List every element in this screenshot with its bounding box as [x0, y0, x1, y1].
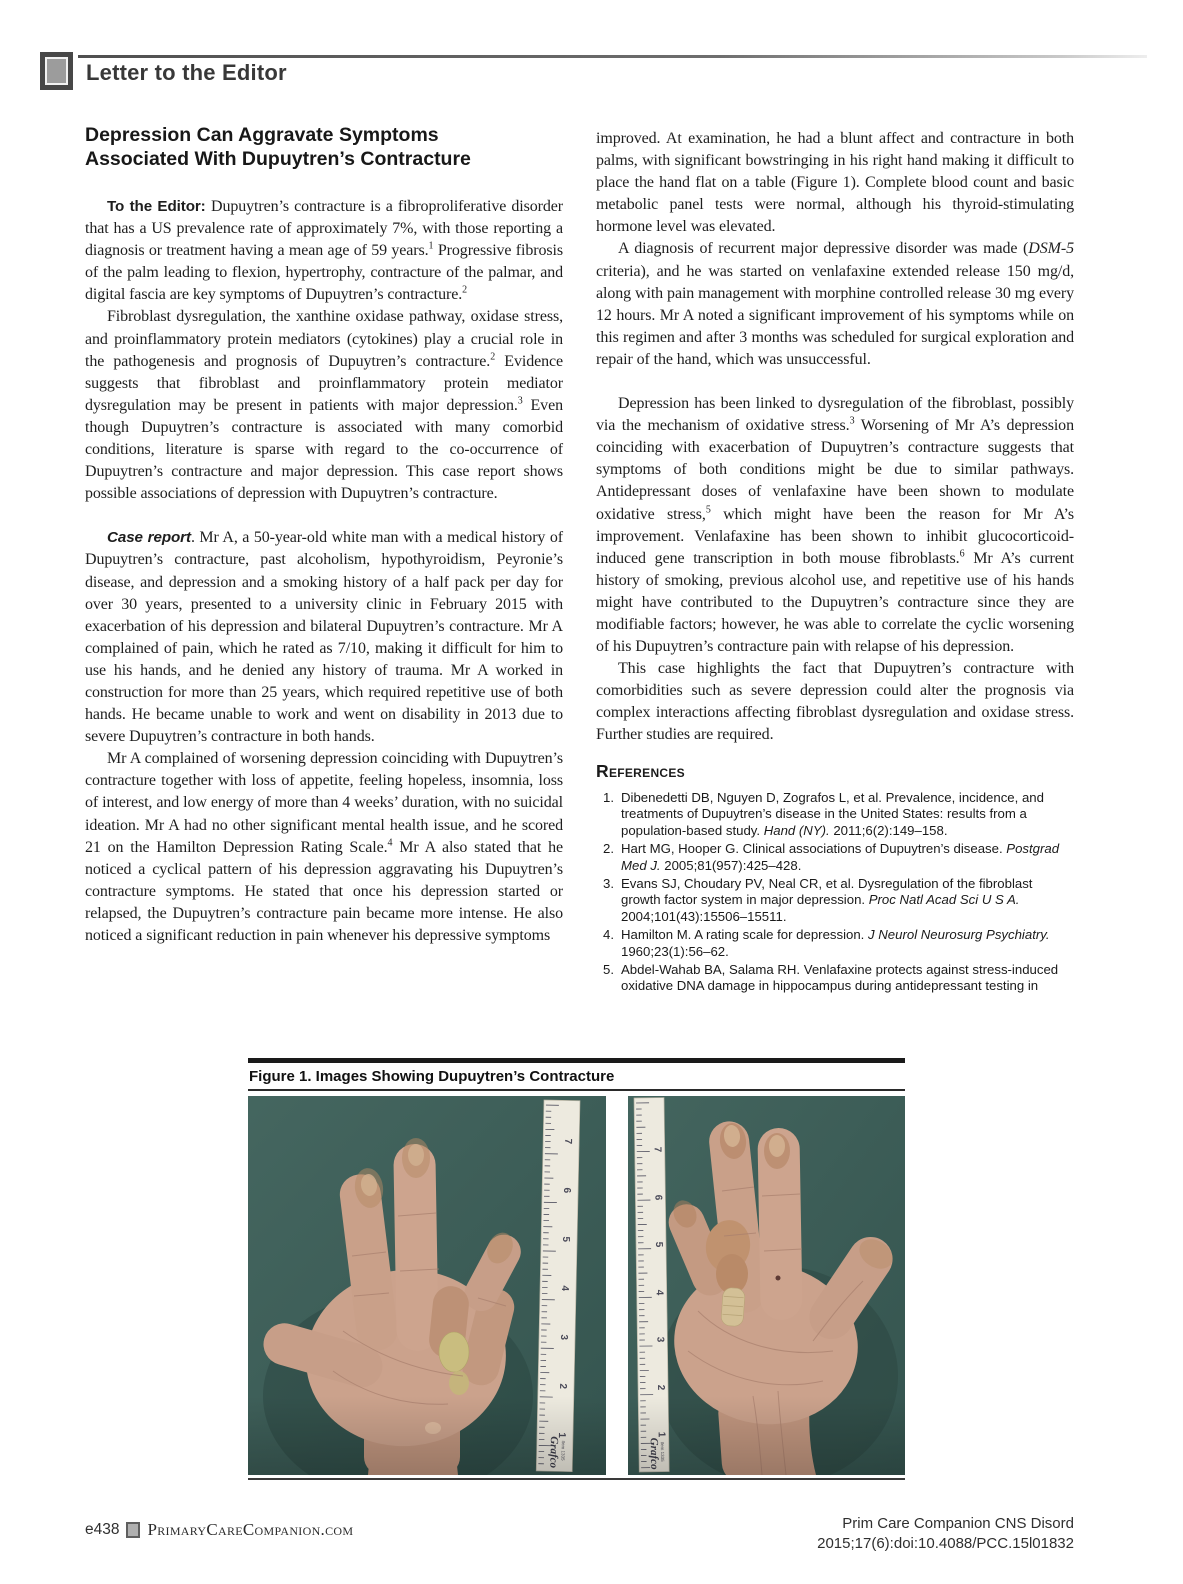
reference-text	[621, 962, 1074, 996]
text-run: Dibenedetti DB, Nguyen D, Zografos L, et al. Prevalence, incidence, and treatments of Dupuytren’s disease in the United States: results from a population-based study.	[621, 789, 1044, 839]
text-run: This case highlights the fact that Dupuytren’s contracture with comorbidities such as severe depression could alter the prognosis via complex interactions affecting fibroblast dysregulation and oxidase stress. Further studies are required.	[596, 660, 1074, 744]
section-label: Letter to the Editor	[86, 60, 287, 85]
ruler-number: 6	[561, 1187, 573, 1194]
text-run: DSM-5	[1028, 240, 1074, 258]
figure-caption: Figure 1. Images Showing Dupuytren’s Contracture	[248, 1063, 905, 1091]
ruler-number: 3	[654, 1336, 666, 1343]
text-run: Hart MG, Hooper G. Clinical associations of Dupuytren’s disease.	[621, 841, 1007, 857]
paragraph	[85, 196, 563, 306]
paragraph	[85, 306, 563, 505]
footer-right	[817, 1514, 1074, 1554]
reference-superscript: 4	[387, 837, 393, 849]
reference-text	[621, 927, 1074, 961]
reference-superscript: 3	[517, 395, 523, 407]
figure-bottom-rule	[248, 1478, 905, 1480]
text-run: improved. At examination, he had a blunt affect and contracture in both palms, with significant bowstringing in his right hand making it difficult to place the hand flat on a table (Figure 1). Complete blood count and basic metabolic panel tests were normal, although his thyroid-stimulating hormone level was elevated.	[596, 130, 1074, 236]
text-run: Dupuytren’s contracture is a fibroproliferative disorder that has a US prevalence rate of approximately 7%, with those reporting a diagnosis or treatment having a mean age of 59 years.	[85, 198, 563, 260]
text-run: . Mr A, a 50-year-old white man with a medical history of Dupuytren’s contracture, past alcoholism, hypothyroidism, Peyronie’s disease, and depression and a smoking history of a half pack per day for over 30 years, presented to a university clinic in February 2015 with exacerbation of his depression and bilateral Dupuytren’s contracture. Mr A complained of pain, which he rated as 7/10, making it difficult for him to use his hands, and he denied any history of trauma. Mr A worked in construction for more than 25 years, which required repetitive use of both hands. He became unable to work and went on disability in 2013 due to severe Dupuytren’s contracture in both hands.	[85, 529, 563, 746]
reference-item	[596, 962, 1074, 996]
reference-item	[596, 841, 1074, 875]
reference-item	[596, 790, 1074, 840]
text-run: Mr A’s current history of smoking, previous alcohol use, and repetitive use of his hands might have contributed to the Dupuytren’s contracture since they are modifiable factors; however, he was able to correlate the cyclic worsening of his Dupuytren’s contracture pain with relapse of his depression.	[596, 549, 1074, 656]
left-hand-photo	[248, 1096, 606, 1475]
text-run: Proc Natl Acad Sci U S A.	[868, 892, 1020, 908]
text-run: Hamilton M. A rating scale for depression.	[621, 927, 869, 942]
text-run: criteria), and he was started on venlafaxine extended release 150 mg/d, along with pain management with morphine controlled release 30 mg every 12 hours. Mr A noted a significant improvement of his symptoms while on this regimen and after 3 months was scheduled for surgical exploration and repair of the hand, which was unsuccessful.	[596, 262, 1074, 368]
ruler-number: 2	[556, 1383, 569, 1390]
text-run: Mr A also stated that he noticed a cyclical pattern of his depression aggravating his Dupuytren’s contracture symptoms. He stated that once his depression started or relapsed, the Dupuytren’s contracture pain became more intense. He also noticed a significant reduction in pain whenever his depressive symptoms	[85, 838, 563, 944]
reference-superscript: 6	[959, 548, 965, 560]
reference-number: 1.	[603, 789, 614, 805]
paragraph	[596, 658, 1074, 746]
text-run: 2011;6(2):149–158.	[829, 823, 948, 839]
text-run: J Neurol Neurosurg Psychiatry.	[868, 927, 1050, 942]
page-number: e438	[85, 1521, 120, 1538]
ruler-number: 7	[562, 1138, 574, 1145]
footer-left	[85, 1520, 353, 1540]
reference-superscript: 1	[428, 240, 434, 252]
text-run: Case report	[107, 529, 191, 547]
right-column-paragraphs	[596, 128, 1074, 747]
reference-number: 2.	[603, 841, 614, 857]
reference-superscript: 3	[849, 415, 855, 427]
text-run: Even though Dupuytren’s contracture is associated with many comorbid conditions, literature is sparse with regard to the co-occurrence of Dupuytren’s contracture and major depression. This case report shows possible associations of depression with Dupuytren’s contracture.	[85, 396, 563, 503]
ruler-number: 4	[653, 1289, 665, 1296]
figure-1	[248, 1058, 905, 1480]
text-run: Fibroblast dysregulation, the xanthine oxidase pathway, oxidase stress, and proinflammatory protein mediators (cytokines) play a crucial role in the pathogenesis and prognosis of Dupuytren’s contracture.	[85, 308, 563, 370]
reference-item	[596, 876, 1074, 926]
paragraph	[596, 128, 1074, 238]
journal-citation-line1: Prim Care Companion CNS Disord	[842, 1515, 1074, 1532]
reference-text	[621, 841, 1074, 875]
left-column	[85, 196, 563, 947]
reference-text	[621, 876, 1074, 926]
section-icon	[40, 52, 73, 90]
paragraph	[596, 238, 1074, 371]
ruler-number: 2	[655, 1384, 667, 1391]
text-run: 1960;23(1):56–62.	[621, 943, 729, 959]
paragraph	[85, 748, 563, 947]
paragraph	[85, 527, 563, 748]
text-run: A diagnosis of recurrent major depressive disorder was made (	[618, 240, 1029, 258]
ruler-number: 3	[557, 1334, 570, 1341]
journal-logo-icon	[126, 1522, 140, 1538]
figure-photos	[248, 1096, 905, 1475]
ruler-number: 5	[653, 1241, 665, 1248]
text-run: To the Editor:	[107, 198, 211, 215]
text-run: Progressive fibrosis of the palm leading to flexion, hypertrophy, contracture of the palmar, and digital fascia are key symptoms of Dupuytren’s contracture.	[85, 242, 563, 304]
text-run: 2005;81(957):425–428.	[660, 857, 802, 873]
journal-citation-line2: 2015;17(6):doi:10.4088/PCC.15l01832	[817, 1534, 1074, 1552]
reference-superscript: 2	[490, 351, 496, 363]
text-run: Worsening of Mr A’s depression coinciding with exacerbation of Dupuytren’s contracture suggests that symptoms of both conditions might be due to similar pathways. Antidepressant doses of venlafaxine have been shown to modulate oxidative stress,	[596, 417, 1074, 523]
article-title-line1: Depression Can Aggravate Symptoms	[85, 124, 439, 146]
section-icon-inner	[45, 57, 68, 85]
reference-superscript: 2	[462, 285, 468, 297]
references-list	[596, 790, 1074, 996]
text-run: Depression has been linked to dysregulation of the fibroblast, possibly via the mechanism of oxidative stress.	[596, 395, 1074, 435]
article-title	[85, 124, 580, 172]
reference-item	[596, 927, 1074, 961]
ruler-number: 4	[559, 1285, 571, 1292]
reference-number: 5.	[603, 961, 614, 977]
paragraph	[596, 393, 1074, 658]
reference-text	[621, 790, 1074, 840]
references-heading: References	[596, 760, 685, 781]
text-run: which might have been the reason for Mr A’s improvement. Venlafaxine has been shown to inhibit glucocorticoid-induced gene transcription in both mouse fibroblasts.	[596, 505, 1074, 567]
reference-number: 4.	[603, 927, 614, 942]
header-rule	[78, 55, 1147, 58]
text-run: Mr A complained of worsening depression coinciding with Dupuytren’s contracture together with loss of appetite, feeling hopeless, insomnia, loss of interest, and low energy of more than 4 weeks’ duration, with no suicidal ideation. Mr A had no other significant mental health issue, and he scored 21 on the Hamilton Depression Rating Scale.	[85, 750, 563, 856]
text-run: 2004;101(43):15506–15511.	[621, 909, 787, 925]
text-run: Evidence suggests that fibroblast and proinflammatory protein mediator dysregulation may be present in patients with major depression.	[85, 352, 564, 414]
right-hand-photo	[628, 1096, 905, 1475]
text-run: Abdel-Wahab BA, Salama RH. Venlafaxine protects against stress-induced oxidative DNA damage in hippocampus during antidepressant testing in	[621, 961, 1059, 994]
article-title-line2: Associated With Dupuytren’s Contracture	[85, 147, 471, 170]
reference-superscript: 5	[705, 504, 711, 516]
journal-website: PrimaryCareCompanion.com	[147, 1520, 354, 1539]
ruler-number: 7	[651, 1146, 663, 1153]
ruler-number: 5	[560, 1236, 572, 1243]
ruler-number: 6	[652, 1194, 664, 1201]
text-run: Hand (NY).	[763, 823, 830, 839]
text-run: Postgrad Med J.	[621, 841, 1060, 873]
right-column	[596, 128, 1074, 996]
reference-number: 3.	[603, 875, 614, 891]
text-run: Evans SJ, Choudary PV, Neal CR, et al. Dysregulation of the fibroblast growth factor system in major depression.	[621, 875, 1033, 908]
